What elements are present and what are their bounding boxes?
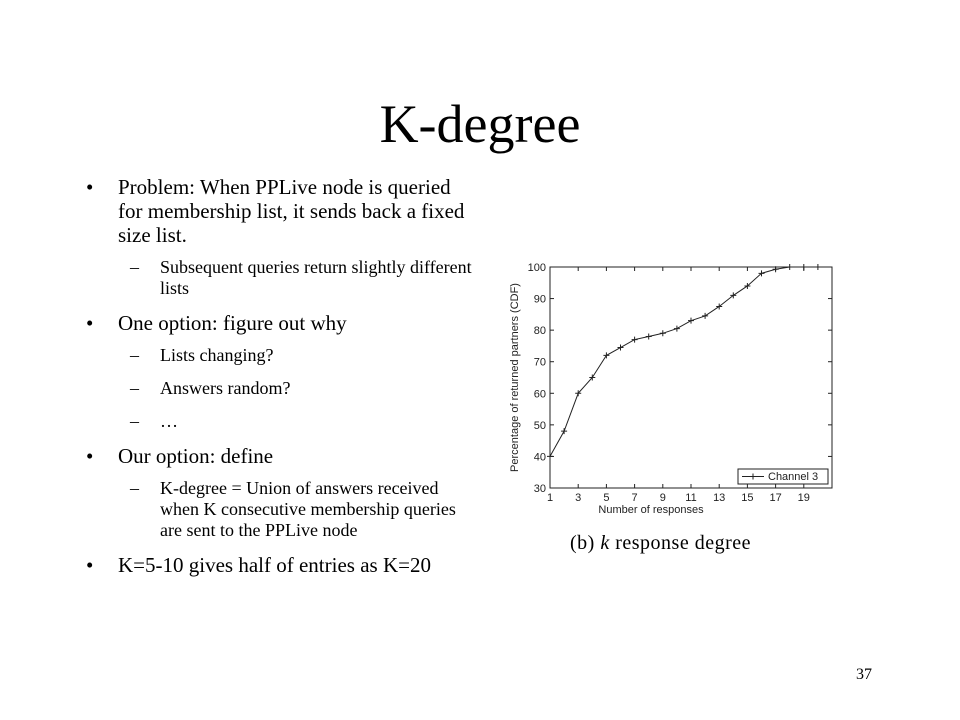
sub-bullet-k-degree-definition: – K-degree = Union of answers received when K consecutive membership queries are sent to the PPLive node (118, 478, 474, 541)
bullet-one-option: • One option: figure out why (86, 311, 474, 335)
data-point (632, 337, 638, 343)
data-point (561, 428, 567, 434)
cdf-chart (500, 250, 850, 530)
caption-label: (b) (570, 532, 595, 554)
bullet-list (86, 175, 474, 589)
y-tick-label: 100 (527, 262, 546, 274)
data-point (787, 264, 793, 270)
slide-title: K-degree (379, 94, 581, 154)
bullet-k-range: • K=5-10 gives half of entries as K=20 (86, 553, 474, 577)
x-tick-label: 3 (575, 492, 582, 504)
figure-caption (570, 532, 751, 555)
bullet-our-option: • Our option: define (86, 444, 474, 468)
y-tick-label: 50 (533, 419, 546, 432)
sub-bullet-lists-changing: – Lists changing? (118, 345, 474, 366)
y-tick-label: 90 (533, 293, 546, 306)
caption-text: response degree (615, 532, 751, 554)
page-number: 37 (856, 666, 872, 683)
y-tick-label: 30 (533, 483, 546, 495)
data-point (660, 330, 666, 336)
x-tick-label: 11 (685, 492, 697, 504)
x-tick-label: 19 (797, 492, 810, 504)
y-axis-label: Percentage of returned partners (CDF) (509, 283, 521, 472)
y-tick-label: 80 (533, 325, 546, 338)
data-point (603, 352, 609, 358)
x-axis-label: Number of responses (598, 504, 704, 516)
data-point (801, 264, 807, 270)
x-tick-label: 7 (631, 492, 638, 504)
legend-label: Channel 3 (768, 471, 819, 483)
data-point (674, 326, 680, 332)
sub-bullet-answers-random: – Answers random? (118, 378, 474, 399)
bullet-problem: • Problem: When PPLive node is queried for membership list, it sends back a fixed size list. (86, 175, 474, 247)
data-point (646, 333, 652, 339)
data-point (688, 318, 694, 324)
y-tick-label: 70 (533, 356, 546, 369)
caption-variable: k (600, 532, 610, 554)
data-point (815, 264, 821, 270)
x-tick-label: 9 (659, 492, 666, 504)
sub-bullet-subsequent-queries: – Subsequent queries return slightly different lists (118, 257, 474, 299)
x-tick-label: 1 (546, 492, 554, 504)
data-point (702, 313, 708, 319)
data-point (547, 453, 553, 459)
y-tick-label: 60 (533, 388, 546, 401)
data-point (618, 345, 624, 351)
sub-bullet-ellipsis: – … (118, 411, 474, 432)
x-tick-label: 13 (713, 492, 726, 504)
y-tick-label: 40 (533, 451, 546, 464)
x-tick-label: 17 (769, 492, 782, 504)
x-tick-label: 15 (741, 492, 754, 504)
x-tick-label: 5 (603, 492, 610, 504)
series-line-channel-3 (550, 267, 818, 456)
